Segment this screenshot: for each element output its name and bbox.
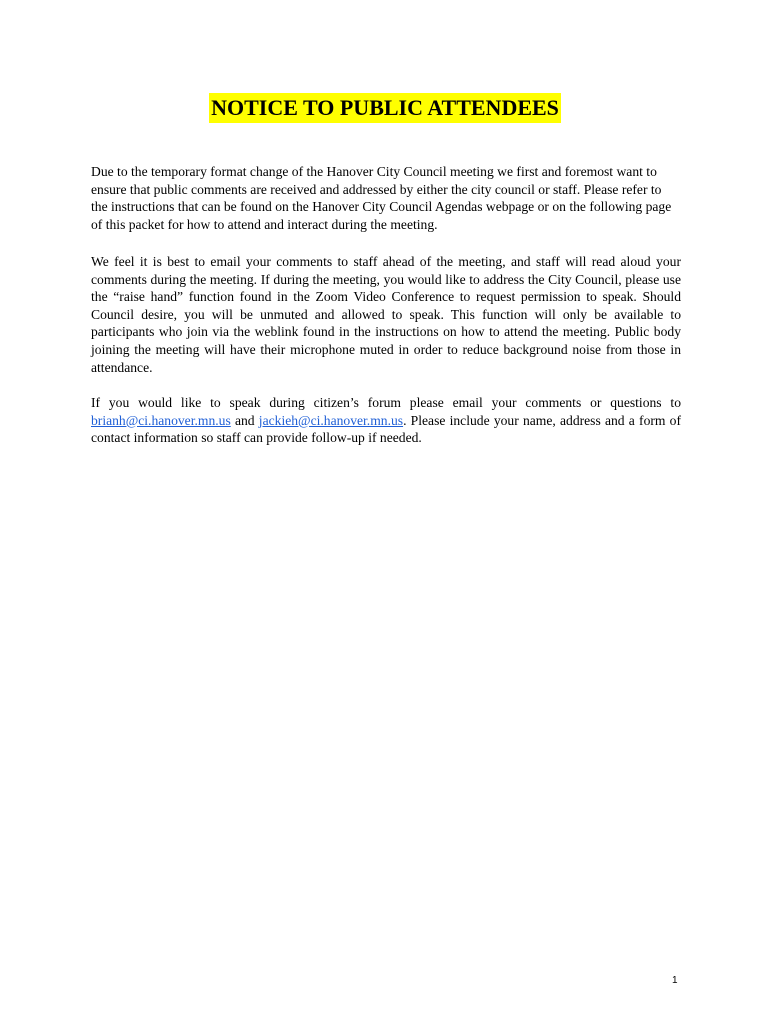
- paragraph-email-comments: We feel it is best to email your comments to staff ahead of the meeting, and staff will read aloud your comments during the meeting. If during the meeting, you would like to address the City Council, please use the “raise hand” function found in the Zoom Video Conference to request permission to speak. Should Council desire, you will be unmuted and allowed to speak. This function will only be available to participants who join via the weblink found in the instructions on how to attend the meeting. Public body joining the meeting will have their microphone muted in order to reduce background noise from those in attendance.: [91, 254, 681, 375]
- paragraph-citizens-forum: [91, 394, 681, 447]
- citizens-forum-tail-text: . Please include your name, address and a form of contact information so staff can provide follow-up if needed.: [91, 412, 681, 446]
- citizens-forum-lead-text: If you would like to speak during citizen’s forum please email your comments or questions to: [91, 395, 681, 410]
- citizens-forum-between-text: and: [230, 412, 259, 428]
- page-title: NOTICE TO PUBLIC ATTENDEES: [209, 93, 561, 123]
- email-link-jackieh[interactable]: jackieh@ci.hanover.mn.us: [258, 412, 404, 428]
- email-link-brianh[interactable]: brianh@ci.hanover.mn.us: [91, 412, 231, 428]
- title-wrapper: [0, 93, 770, 123]
- page-number: 1: [672, 975, 678, 986]
- paragraph-format-change: Due to the temporary format change of the Hanover City Council meeting we first and foremost want to ensure that public comments are received and addressed by either the city council or staff. Please refer to the instructions that can be found on the Hanover City Council Agendas webpage or on the following page of this packet for how to attend and interact during the meeting.: [91, 164, 672, 232]
